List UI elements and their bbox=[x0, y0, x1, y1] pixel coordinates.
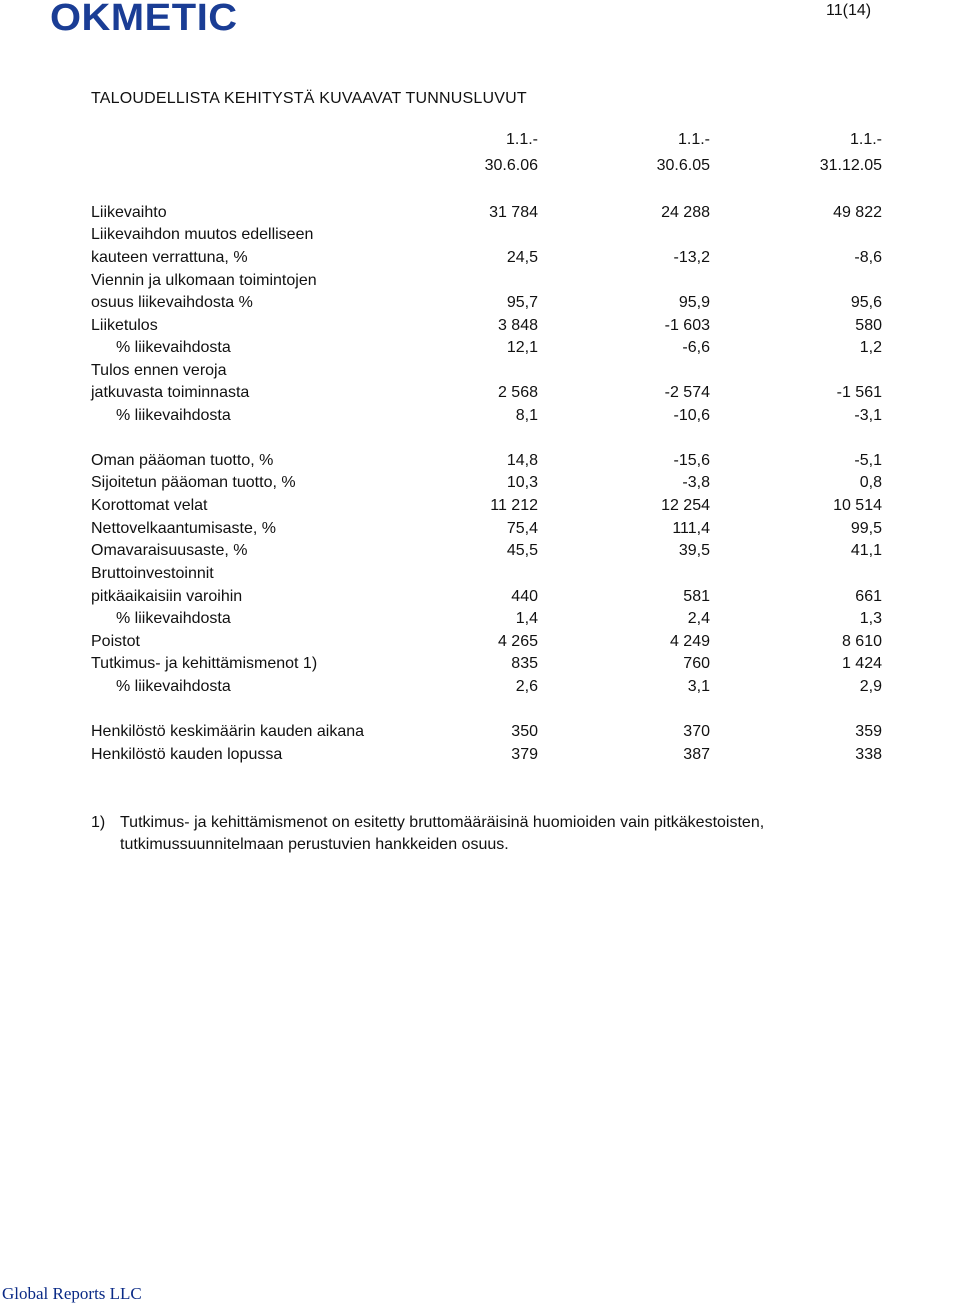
row-value-2: 760 bbox=[683, 655, 710, 672]
row-value-2: -10,6 bbox=[673, 407, 710, 424]
row-value-3: -8,6 bbox=[854, 249, 882, 266]
row-value-1: 11 212 bbox=[490, 497, 538, 514]
period-header-row-2 bbox=[0, 155, 960, 177]
page-title: TALOUDELLISTA KEHITYSTÄ KUVAAVAT TUNNUSLUVUT bbox=[91, 90, 527, 107]
row-label: % liikevaihdosta bbox=[116, 610, 231, 627]
table-row bbox=[0, 495, 960, 517]
row-value-1: 2 568 bbox=[497, 384, 538, 401]
table-row bbox=[0, 721, 960, 743]
row-label: Tutkimus- ja kehittämismenot 1) bbox=[91, 655, 318, 672]
row-value-1: 75,4 bbox=[506, 520, 538, 537]
row-value-2: -3,8 bbox=[682, 474, 710, 491]
table-row bbox=[0, 653, 960, 675]
table-row bbox=[0, 224, 960, 246]
row-value-1: 10,3 bbox=[506, 474, 538, 491]
row-value-1: 3 848 bbox=[497, 317, 538, 334]
footnote-line-2: tutkimussuunnitelmaan perustuvien hankkeiden osuus. bbox=[120, 836, 509, 853]
table-row bbox=[0, 405, 960, 427]
table-row bbox=[0, 450, 960, 472]
row-value-2: 39,5 bbox=[678, 542, 710, 559]
row-value-3: 661 bbox=[855, 588, 882, 605]
row-value-1: 14,8 bbox=[506, 452, 538, 469]
period-header-row-1 bbox=[0, 129, 960, 151]
period-header-3-line1: 1.1.- bbox=[849, 131, 882, 148]
table-row bbox=[0, 315, 960, 337]
row-value-1: 31 784 bbox=[489, 204, 538, 221]
table-row bbox=[0, 337, 960, 359]
row-value-1: 440 bbox=[511, 588, 538, 605]
footnote-marker: 1) bbox=[91, 814, 106, 831]
table-row bbox=[0, 744, 960, 766]
row-value-1: 12,1 bbox=[506, 339, 538, 356]
table-row bbox=[0, 676, 960, 698]
row-value-1: 4 265 bbox=[497, 633, 538, 650]
row-value-3: 2,9 bbox=[859, 678, 882, 695]
row-label: Bruttoinvestoinnit bbox=[91, 565, 214, 582]
row-value-2: 12 254 bbox=[661, 497, 710, 514]
row-label: Henkilöstö kauden lopussa bbox=[91, 746, 283, 763]
row-value-3: 95,6 bbox=[850, 294, 882, 311]
row-label: Viennin ja ulkomaan toimintojen bbox=[91, 272, 317, 289]
row-value-1: 379 bbox=[511, 746, 538, 763]
row-label: % liikevaihdosta bbox=[116, 407, 231, 424]
table-row bbox=[0, 202, 960, 224]
row-label: Nettovelkaantumisaste, % bbox=[91, 520, 276, 537]
row-label: Henkilöstö keskimäärin kauden aikana bbox=[91, 723, 365, 740]
row-value-2: -2 574 bbox=[664, 384, 710, 401]
row-value-1: 24,5 bbox=[506, 249, 538, 266]
row-label: Liikevaihto bbox=[91, 204, 167, 221]
row-value-3: -3,1 bbox=[854, 407, 882, 424]
row-value-1: 350 bbox=[511, 723, 538, 740]
table-row bbox=[0, 631, 960, 653]
period-header-1-line2: 30.6.06 bbox=[484, 157, 538, 174]
period-header-1-line1: 1.1.- bbox=[505, 131, 538, 148]
row-label: Liiketulos bbox=[91, 317, 158, 334]
table-row bbox=[0, 247, 960, 269]
row-value-2: 24 288 bbox=[661, 204, 710, 221]
row-label: Liikevaihdon muutos edelliseen bbox=[91, 226, 314, 243]
row-value-1: 2,6 bbox=[515, 678, 538, 695]
row-value-2: 111,4 bbox=[672, 520, 710, 537]
row-label: % liikevaihdosta bbox=[116, 678, 231, 695]
row-value-2: -1 603 bbox=[664, 317, 710, 334]
period-header-2-line2: 30.6.05 bbox=[656, 157, 710, 174]
row-label: Sijoitetun pääoman tuotto, % bbox=[91, 474, 296, 491]
table-row bbox=[0, 270, 960, 292]
row-label: Korottomat velat bbox=[91, 497, 208, 514]
table-row bbox=[0, 540, 960, 562]
row-value-1: 95,7 bbox=[506, 294, 538, 311]
row-value-1: 8,1 bbox=[515, 407, 538, 424]
row-label: pitkäaikaisiin varoihin bbox=[91, 588, 243, 605]
okmetic-logo: OKMETIC bbox=[50, 0, 238, 39]
row-value-3: 1,2 bbox=[859, 339, 882, 356]
row-label: jatkuvasta toiminnasta bbox=[91, 384, 250, 401]
page-number: 11(14) bbox=[826, 2, 872, 19]
row-value-3: 1,3 bbox=[859, 610, 882, 627]
table-row bbox=[0, 563, 960, 585]
row-value-3: 10 514 bbox=[833, 497, 882, 514]
row-value-3: -5,1 bbox=[854, 452, 882, 469]
row-value-2: 3,1 bbox=[687, 678, 710, 695]
row-value-3: 99,5 bbox=[850, 520, 882, 537]
row-value-1: 835 bbox=[511, 655, 538, 672]
row-label: Omavaraisuusaste, % bbox=[91, 542, 248, 559]
table-row bbox=[0, 382, 960, 404]
table-row bbox=[0, 586, 960, 608]
table-row bbox=[0, 518, 960, 540]
row-value-3: 359 bbox=[855, 723, 882, 740]
row-value-3: 41,1 bbox=[850, 542, 882, 559]
table-row bbox=[0, 472, 960, 494]
row-label: Tulos ennen veroja bbox=[91, 362, 227, 379]
table-row bbox=[0, 292, 960, 314]
table-row bbox=[0, 608, 960, 630]
row-value-1: 45,5 bbox=[506, 542, 538, 559]
row-value-1: 1,4 bbox=[515, 610, 538, 627]
row-value-2: 4 249 bbox=[669, 633, 710, 650]
row-value-3: 1 424 bbox=[841, 655, 882, 672]
table-row bbox=[0, 360, 960, 382]
row-value-3: 0,8 bbox=[859, 474, 882, 491]
row-value-2: 2,4 bbox=[687, 610, 710, 627]
row-value-2: -13,2 bbox=[673, 249, 710, 266]
row-value-3: -1 561 bbox=[836, 384, 882, 401]
row-value-2: -15,6 bbox=[673, 452, 710, 469]
row-value-3: 338 bbox=[855, 746, 882, 763]
row-label: kauteen verrattuna, % bbox=[91, 249, 248, 266]
row-value-2: 370 bbox=[683, 723, 710, 740]
row-label: Oman pääoman tuotto, % bbox=[91, 452, 274, 469]
row-value-3: 580 bbox=[855, 317, 882, 334]
footnote-line-1: Tutkimus- ja kehittämismenot on esitetty bruttomääräisinä huomioiden vain pitkäkestoisten, bbox=[120, 814, 765, 831]
source-watermark: Global Reports LLC bbox=[2, 1284, 142, 1303]
row-label: osuus liikevaihdosta % bbox=[91, 294, 253, 311]
row-value-2: 581 bbox=[683, 588, 710, 605]
row-value-3: 8 610 bbox=[841, 633, 882, 650]
row-value-2: -6,6 bbox=[682, 339, 710, 356]
period-header-2-line1: 1.1.- bbox=[677, 131, 710, 148]
row-label: Poistot bbox=[91, 633, 140, 650]
row-value-2: 95,9 bbox=[678, 294, 710, 311]
row-label: % liikevaihdosta bbox=[116, 339, 231, 356]
row-value-2: 387 bbox=[683, 746, 710, 763]
row-value-3: 49 822 bbox=[833, 204, 882, 221]
period-header-3-line2: 31.12.05 bbox=[819, 157, 882, 174]
